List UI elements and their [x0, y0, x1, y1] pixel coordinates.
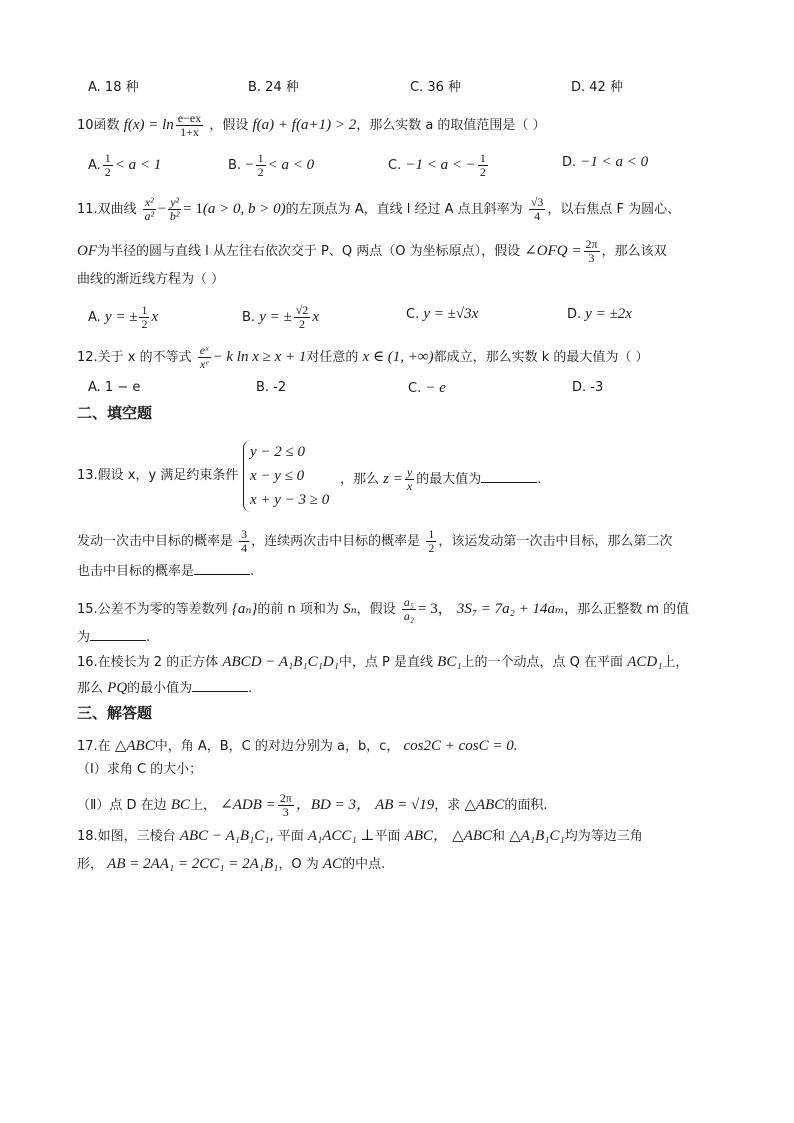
- q17-stem: 17.在 △ABC中，角 A，B，C 的对边分别为 a，b，c， cos2C + cosC = 0.: [77, 738, 518, 754]
- q9-option-b: B. 24 种: [248, 80, 299, 95]
- q11-stem-line1: 11.双曲线 $\frac{\text{x²}}{\text{a²}}$ − $\frac{\text{y²}}{\text{b²}}$ = 1(a > 0, b > 0)的左顶点为 A，直线 l 经过 A 点且斜率为 $\frac{√3}{4}$ ，以右焦点 F 为圆心、: [77, 195, 681, 223]
- q9-option-c: C. 36 种: [410, 80, 462, 95]
- q13-prefix: 13.假设 x，y 满足约束条件: [77, 468, 239, 483]
- q12-stem: 12.关于 x 的不等式 $\frac{\text{eˣ}}{\text{xᵉ}}$ − k ln x ≥ x + 1对任意的 x ∈ (1, +∞)都成立，那么实数 k 的最大值为（ ）: [77, 343, 649, 371]
- q12-option-d: D. -3: [572, 380, 604, 395]
- q9-option-a: A. 18 种: [88, 80, 139, 95]
- q13-constraint-2: x − y ≤ 0: [250, 468, 305, 484]
- q11-option-a: A. y = ± $\frac{1}{2}$ x: [88, 303, 159, 331]
- q15-answer-blank: [90, 628, 146, 641]
- q10-stem: 10函数 f(x) = ln $\frac{e-ex}{1+x}$ ，假设 f(a) + f(a+1) > 2，那么实数 a 的取值范围是（ ）: [77, 111, 546, 139]
- q15-line2: 为 .: [77, 630, 151, 645]
- q14-answer-blank: [194, 562, 250, 575]
- q10-option-b: B. − $\frac{1}{2}$ < a < 0: [228, 151, 315, 179]
- q18-line2: 形， AB = 2AA₁ = 2CC₁ = 2A₁B₁，O 为 AC的中点.: [77, 856, 386, 872]
- q10-option-d: D. −1 < a < 0: [562, 154, 649, 170]
- q10-option-a: A. $\frac{1}{2}$ < a < 1: [88, 151, 162, 179]
- q13-constraint-3: x + y − 3 ≥ 0: [250, 492, 330, 508]
- q12-option-a: A. 1 − e: [88, 380, 141, 395]
- q14-line1: 发动一次击中目标的概率是 $\frac{3}{4}$ ，连续两次击中目标的概率是 $\frac{1}{2}$ ，该运发动第一次击中目标，那么第二次: [77, 527, 673, 555]
- q16-line2: 那么 PQ的最小值为 .: [77, 680, 253, 696]
- q13-answer-blank: [481, 470, 537, 483]
- q16-answer-blank: [192, 679, 248, 692]
- q15-line1: 15.公差不为零的等差数列 {aₙ}的前 n 项和为 Sₙ，假设 $\frac{\text{a₅}}{\text{a₂}}$ = 3， 3S₇ = 7a₂ + 14aₘ，那么正整数 m 的值: [77, 595, 690, 623]
- q13-constraint-1: y − 2 ≤ 0: [250, 444, 306, 460]
- q14-line2: 也击中目标的概率是 .: [77, 564, 255, 579]
- q12-option-b: B. -2: [256, 380, 287, 395]
- q17-part1: （Ⅰ）求角 C 的大小；: [77, 762, 203, 777]
- q11-stem-line2: OF为半径的圆与直线 l 从左往右依次交于 P、Q 两点（O 为坐标原点），假设 ∠OFQ = $\frac{2\pi}{3}$ ，那么该双: [77, 237, 667, 265]
- q16-line1: 16.在棱长为 2 的正方体 ABCD − A₁B₁C₁D₁中，点 P 是直线 BC₁上的一个动点，点 Q 在平面 ACD₁上，: [77, 654, 689, 670]
- q13-objective: ，那么 z = $\frac{y}{x}$ 的最大值为 .: [340, 465, 542, 493]
- q10-ln-fraction: $\frac{e-ex}{1+x}$: [177, 111, 202, 139]
- section-heading-fill-in: 二、填空题: [77, 404, 153, 422]
- q11-option-d: D. y = ±2x: [567, 306, 632, 322]
- q10-option-c: C. −1 < a < − $\frac{1}{2}$: [388, 151, 486, 179]
- q11-option-b: B. y = ± $\frac{√2}{2}$ x: [242, 303, 319, 331]
- q12-option-c: C. − e: [408, 380, 446, 396]
- q11-option-c: C. y = ±√3x: [406, 306, 479, 322]
- q17-part2: （Ⅱ）点 D 在边 BC上， ∠ADB = $\frac{2\pi}{3}$ ，BD = 3， AB = √19，求 △ABC的面积.: [77, 791, 548, 819]
- q9-option-d: D. 42 种: [571, 80, 623, 95]
- q13-constraint-system: [243, 440, 329, 512]
- q11-stem-line3: 曲线的渐近线方程为（ ）: [77, 272, 225, 287]
- q18-line1: 18.如图，三棱台 ABC − A₁B₁C₁, 平面 A₁ACC₁ ⊥平面 ABC， △ABC和 △A₁B₁C₁均为等边三角: [77, 828, 643, 844]
- section-heading-solutions: 三、解答题: [77, 704, 153, 722]
